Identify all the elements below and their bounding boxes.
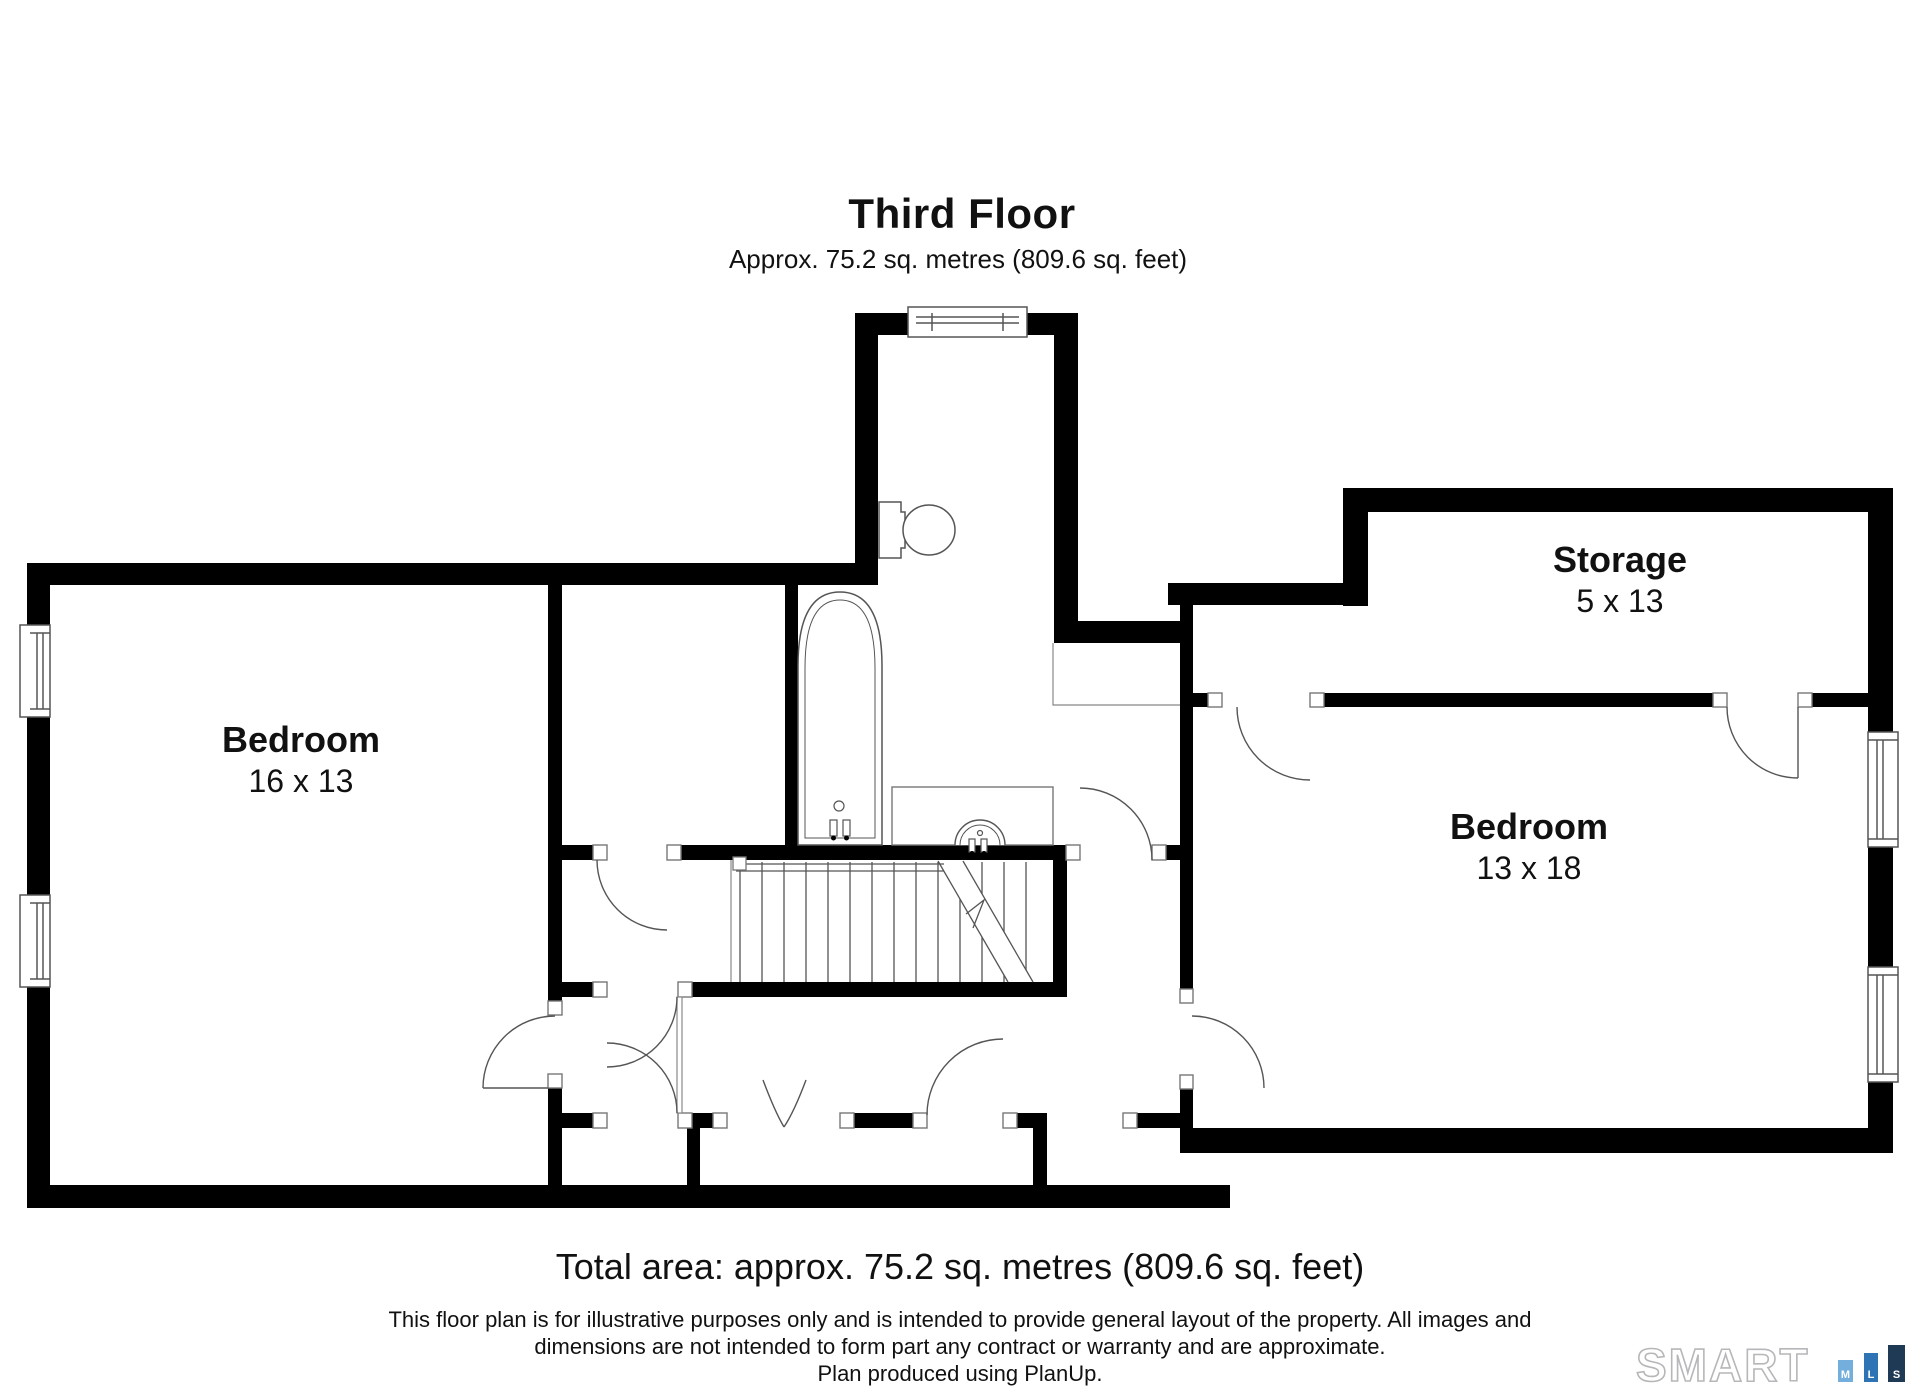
disclaimer-line-1: This floor plan is for illustrative purposes only and is intended to provide general layout of the property. All images and [388, 1307, 1532, 1332]
room-label-storage [1553, 539, 1687, 621]
room-dimensions: 5 x 13 [1576, 583, 1664, 619]
window-icon [1868, 732, 1898, 847]
logo-badge-letter: S [1892, 1369, 1901, 1381]
room-label-bedroom-left [222, 719, 380, 801]
door-arc [607, 997, 677, 1067]
room-name: Bedroom [1449, 806, 1609, 847]
room-name: Storage [1552, 539, 1688, 580]
page-subtitle: Approx. 75.2 sq. metres (809.6 sq. feet) [728, 244, 1188, 274]
door-arc [607, 1043, 677, 1113]
stairs-icon [733, 857, 1033, 982]
logo-brand-text: SMART [1636, 1339, 1810, 1391]
door-arc [927, 1039, 1003, 1115]
door-arc-double [763, 1080, 806, 1127]
bath-icon [798, 592, 882, 845]
logo-badge-letter: L [1867, 1369, 1875, 1381]
page-title: Third Floor [848, 190, 1076, 237]
total-area-text: Total area: approx. 75.2 sq. metres (809.6 sq. feet) [555, 1246, 1365, 1287]
room-label-bedroom-right [1450, 806, 1608, 888]
logo-badge-l [1864, 1353, 1878, 1382]
door-arc [1080, 788, 1152, 860]
window-icon [20, 625, 50, 717]
eaves-lines [677, 643, 1180, 1113]
sink-icon [892, 787, 1053, 855]
disclaimer-line-2: dimensions are not intended to form part any contract or warranty and are approximate. [534, 1334, 1386, 1359]
door-arc [597, 860, 667, 930]
room-dimensions: 16 x 13 [248, 763, 354, 799]
window-icon [1868, 967, 1898, 1082]
window-icon [20, 895, 50, 987]
logo-badge-letter: M [1840, 1369, 1851, 1381]
door-arc [483, 1016, 555, 1088]
toilet-icon [879, 502, 955, 558]
logo-badge-s [1888, 1345, 1905, 1382]
door-arc [1237, 707, 1310, 780]
room-name: Bedroom [221, 719, 381, 760]
window-icon [908, 307, 1027, 337]
door-arc [1727, 707, 1798, 778]
room-dimensions: 13 x 18 [1476, 850, 1582, 886]
door-arc [1192, 1016, 1264, 1088]
logo-badge-m [1838, 1360, 1853, 1382]
smartmls-logo [1630, 1336, 1920, 1396]
planup-credit: Plan produced using PlanUp. [817, 1361, 1103, 1386]
disclaimer [388, 1306, 1531, 1387]
